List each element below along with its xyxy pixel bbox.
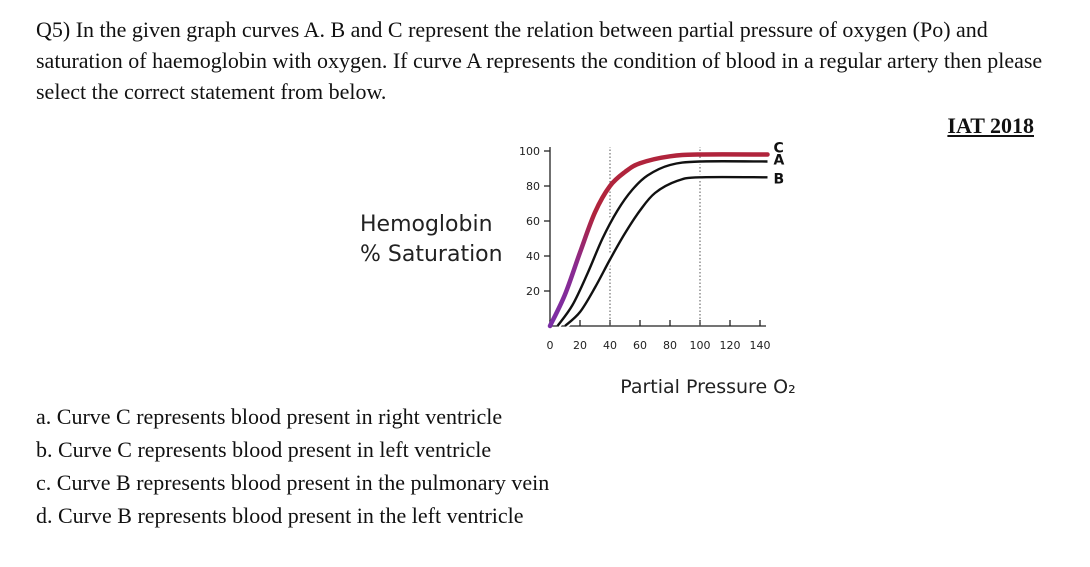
x-tick-label: 60 [633,339,647,352]
x-tick-label: 140 [749,339,771,352]
oxygen-dissociation-chart [500,140,800,400]
x-tick-label: 0 [546,339,554,352]
y-tick-label: 40 [526,250,540,263]
option-c[interactable]: c. Curve B represents blood present in the pulmonary vein [36,470,550,495]
x-tick-label: 80 [663,339,677,352]
option-a[interactable]: a. Curve C represents blood present in right ventricle [36,404,503,429]
curve-label-c: C [773,140,784,157]
x-axis-label: Partial Pressure O₂ [620,376,796,398]
option-b[interactable]: b. Curve C represents blood present in left ventricle [36,437,492,462]
y-axis-label [360,210,503,270]
exam-source: IAT 2018 [947,113,1034,138]
chart-axes [519,145,796,398]
option-d[interactable]: d. Curve B represents blood present in the left ventricle [36,503,524,528]
y-tick-label: 100 [519,145,540,158]
x-tick-label: 40 [603,339,617,352]
curve-c [550,154,768,326]
y-tick-label: 20 [526,285,540,298]
chart-curves [550,154,768,326]
curve-label-b: B [773,171,785,188]
curve-label-a: A [773,152,785,169]
x-tick-label: 100 [689,339,711,352]
y-axis-label-line-1: Hemoglobin [360,212,493,237]
question-text: Q5) In the given graph curves A. B and C represent the relation between partial pressure of oxygen (Po) and saturation of haemoglobin with oxygen. If curve A represents the condition of blood in a regular artery then please select the correct statement from below. [36,17,1043,104]
y-tick-label: 80 [526,180,540,193]
y-axis-label-line-2: % Saturation [360,242,503,267]
x-tick-label: 20 [573,339,587,352]
answer-options [36,400,549,532]
y-tick-label: 60 [526,215,540,228]
curve-labels [774,141,785,188]
x-tick-label: 120 [719,339,741,352]
